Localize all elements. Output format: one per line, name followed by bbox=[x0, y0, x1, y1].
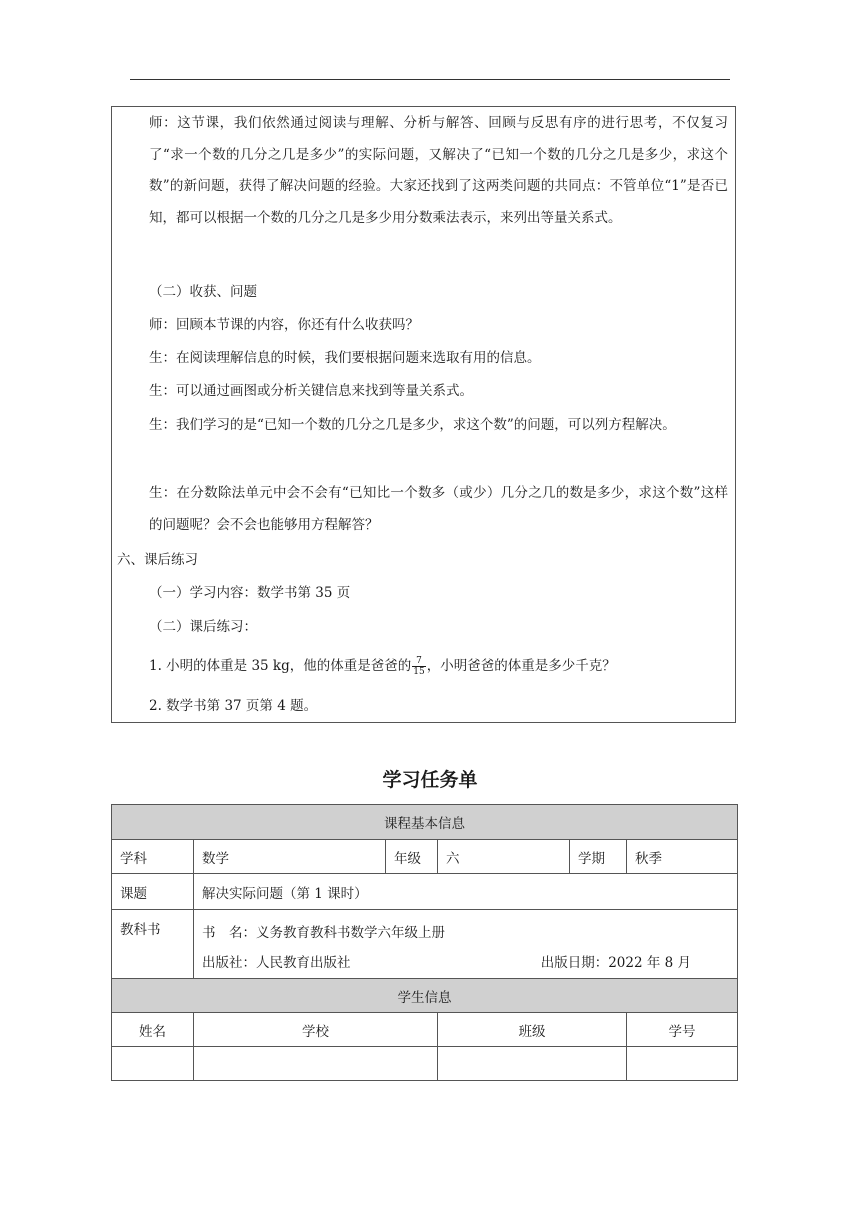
study-content: （一）学习内容：数学书第 35 页 bbox=[149, 585, 351, 601]
textbook-info bbox=[194, 910, 738, 979]
fraction-7-15 bbox=[412, 656, 425, 677]
subject-value: 数学 bbox=[194, 840, 386, 874]
topic-label: 课题 bbox=[112, 874, 194, 910]
student-info-header: 学生信息 bbox=[112, 979, 738, 1013]
student-id-cell[interactable] bbox=[627, 1047, 738, 1081]
publish-date: 出版日期：2022 年 8 月 bbox=[540, 955, 692, 971]
name-cell[interactable] bbox=[112, 1047, 194, 1081]
teacher-question: 师：回顾本节课的内容，你还有什么收获吗？ bbox=[149, 317, 419, 333]
class-column-header: 班级 bbox=[438, 1013, 627, 1047]
exercise-1 bbox=[111, 651, 736, 683]
task-sheet-title: 学习任务单 bbox=[382, 769, 478, 791]
section-six-heading: 六、课后练习 bbox=[117, 552, 198, 568]
exercise-1-text-a: 1. 小明的体重是 35 kg，他的体重是爸爸的 bbox=[149, 658, 412, 674]
topic-value: 解决实际问题（第 1 课时） bbox=[194, 874, 738, 910]
exercise-1-text-b: ，小明爸爸的体重是多少千克？ bbox=[426, 658, 616, 674]
textbook-label: 教科书 bbox=[112, 910, 194, 979]
school-column-header: 学校 bbox=[194, 1013, 438, 1047]
publisher-row bbox=[202, 948, 729, 978]
term-label: 学期 bbox=[570, 840, 627, 874]
grade-value: 六 bbox=[438, 840, 570, 874]
fraction-numerator: 7 bbox=[412, 656, 425, 667]
name-column-header: 姓名 bbox=[112, 1013, 194, 1047]
student-answer-1: 生：在阅读理解信息的时候，我们要根据问题来选取有用的信息。 bbox=[149, 350, 541, 366]
student-id-column-header: 学号 bbox=[627, 1013, 738, 1047]
exercise-2: 2. 数学书第 37 页第 4 题。 bbox=[149, 698, 318, 714]
subject-label: 学科 bbox=[112, 840, 194, 874]
exercise-heading: （二）课后练习： bbox=[149, 619, 257, 635]
school-cell[interactable] bbox=[194, 1047, 438, 1081]
fraction-denominator: 15 bbox=[413, 667, 425, 677]
teacher-summary-paragraph: 师：这节课，我们依然通过阅读与理解、分析与解答、回顾与反思有序的进行思考，不仅复习了“求一个数的几分之几是多少”的实际问题，又解决了“已知一个数的几分之几是多少，求这个数”的新问题，获得了解决问题的经验。大家还找到了这两类问题的共同点：不管单位“1”是否已知，都可以根据一个数的几分之几是多少用分数乘法表示，来列出等量关系式。 bbox=[149, 115, 728, 226]
publisher: 出版社：人民教育出版社 bbox=[202, 955, 351, 971]
student-answer-4: 生：在分数除法单元中会不会有“已知比一个数多（或少）几分之几的数是多少，求这个数”这样的问题呢？会不会也能够用方程解答？ bbox=[149, 485, 728, 533]
task-sheet-table bbox=[111, 804, 738, 1081]
course-info-header: 课程基本信息 bbox=[112, 805, 738, 840]
class-cell[interactable] bbox=[438, 1047, 627, 1081]
header-rule bbox=[130, 79, 730, 80]
student-answer-3: 生：我们学习的是“已知一个数的几分之几是多少，求这个数”的问题，可以列方程解决。 bbox=[149, 417, 676, 433]
term-value: 秋季 bbox=[627, 840, 738, 874]
grade-label: 年级 bbox=[386, 840, 438, 874]
book-name: 书 名：义务教育教科书数学六年级上册 bbox=[202, 925, 445, 941]
section-gains-heading: （二）收获、问题 bbox=[149, 284, 257, 300]
student-answer-2: 生：可以通过画图或分析关键信息来找到等量关系式。 bbox=[149, 383, 473, 399]
